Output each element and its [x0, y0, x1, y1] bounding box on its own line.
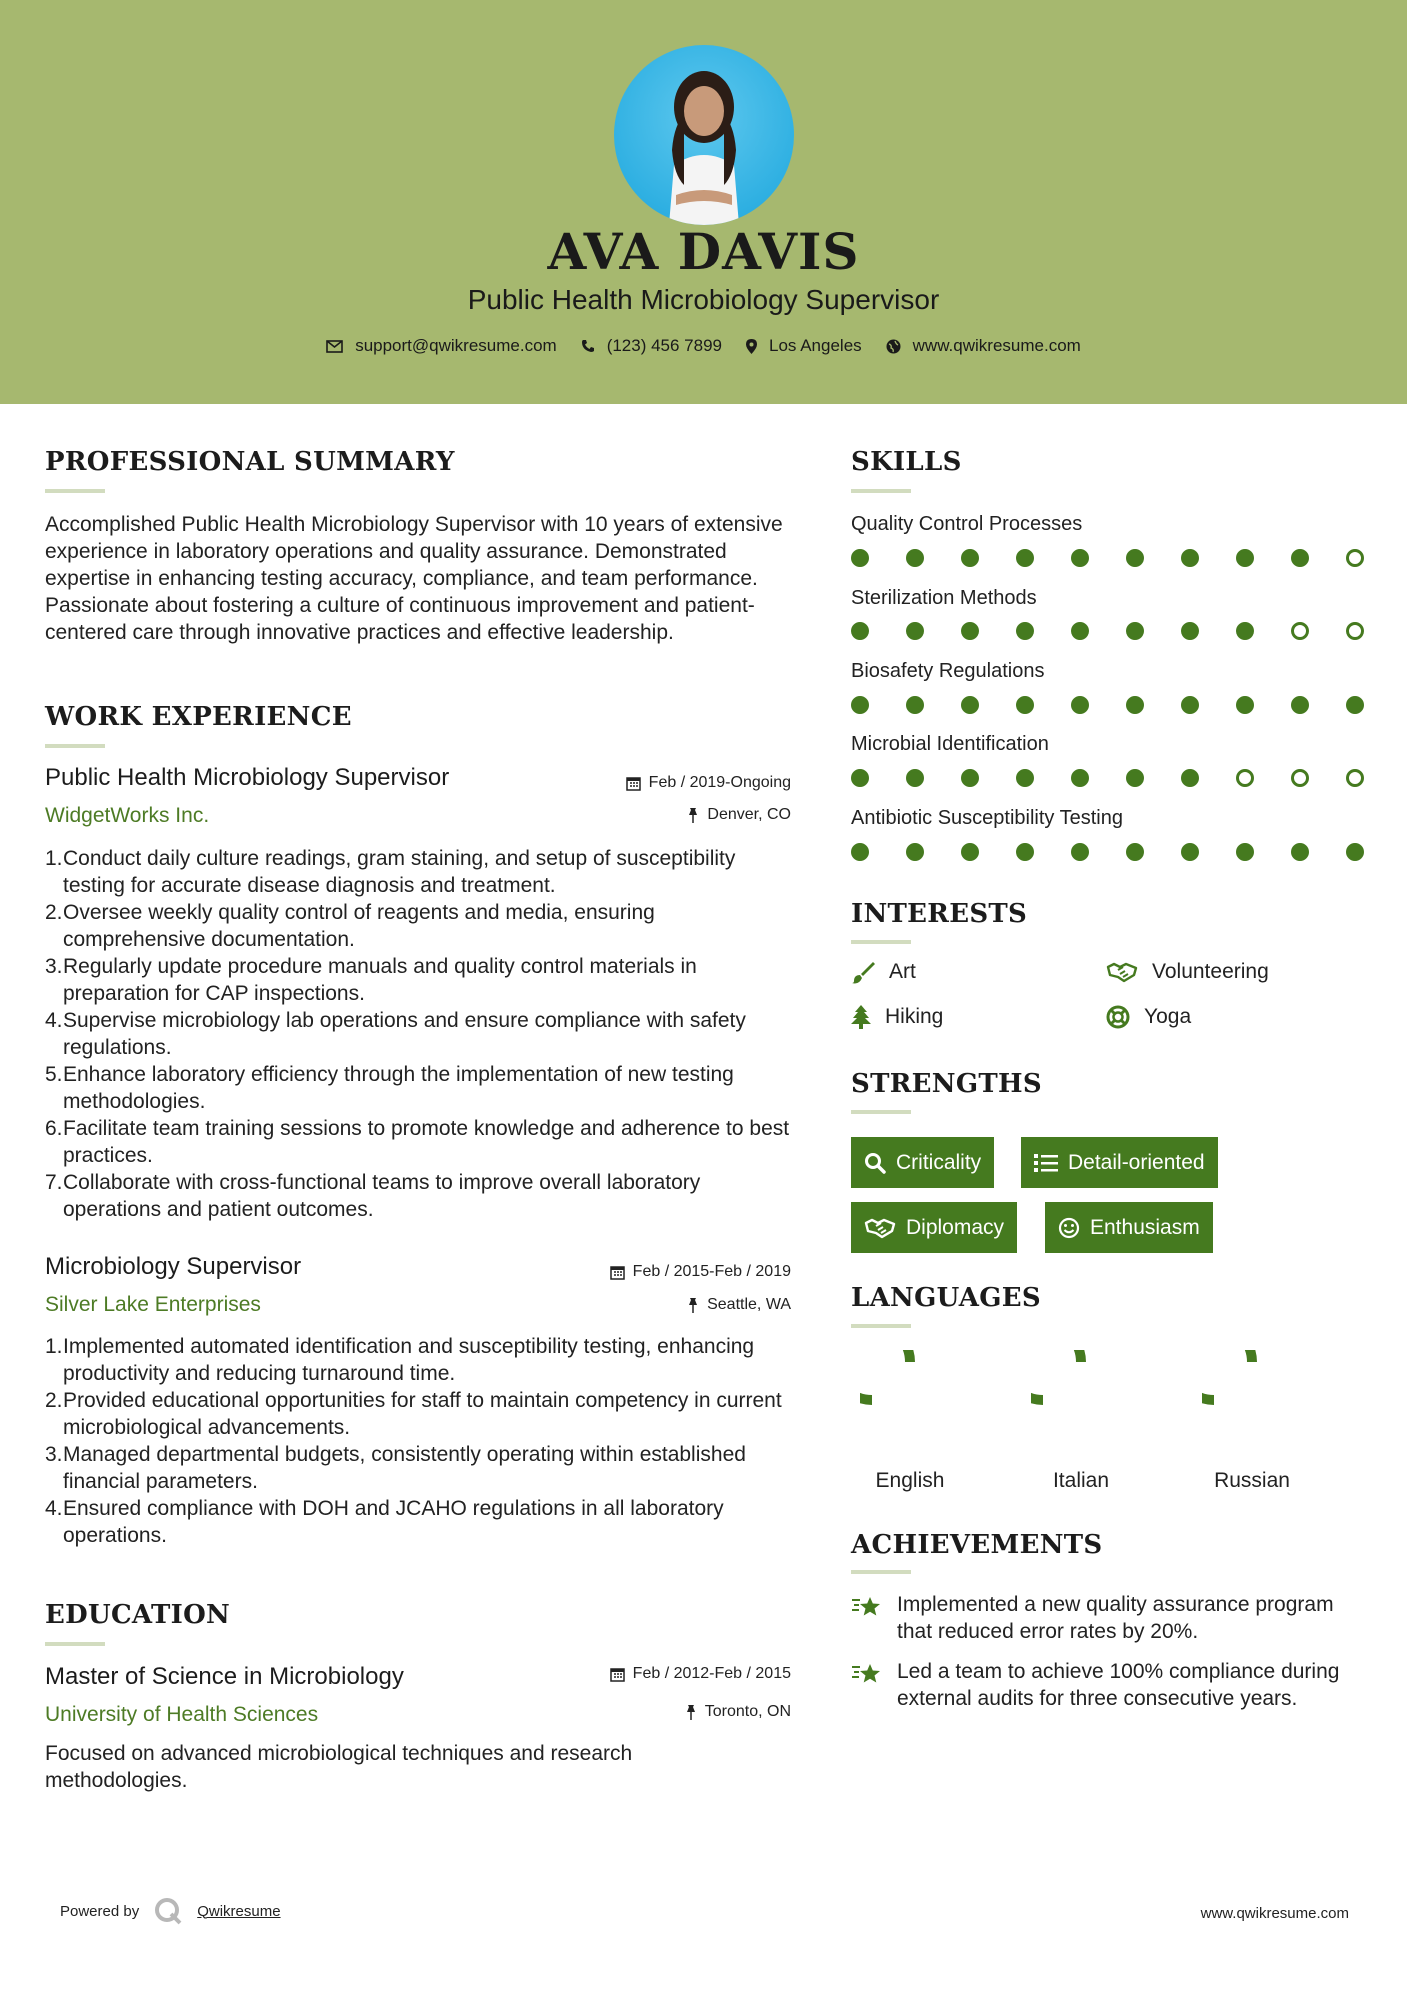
location-text: Los Angeles [769, 336, 862, 355]
envelope-icon [326, 340, 343, 353]
job-2-dates-text: Feb / 2015-Feb / 2019 [632, 1263, 791, 1280]
experience-heading: WORK EXPERIENCE [45, 702, 352, 732]
language-proficiency-ring [1031, 1350, 1131, 1450]
contact-location [746, 336, 862, 356]
duty-text: Ensured compliance with DOH and JCAHO regulations in all laboratory operations. [63, 1497, 724, 1547]
skill-dot-filled [1126, 549, 1144, 567]
job-1-dates [626, 774, 791, 792]
list-item: 1. Implemented automated identification and susceptibility testing, enhancing productivity and reducing turnaround time. [45, 1333, 795, 1387]
skill-name: Biosafety Regulations [851, 660, 1045, 682]
achievement-item [851, 1591, 1371, 1645]
search-icon [864, 1152, 886, 1174]
skill-dot-filled [1016, 622, 1034, 640]
achievement-item [851, 1658, 1371, 1712]
experience-rule [45, 744, 105, 748]
pushpin-icon [685, 1705, 697, 1720]
list-item: 3. Regularly update procedure manuals and quality control materials in preparation for CAP inspections. [45, 953, 795, 1007]
skill-dot-filled [1236, 843, 1254, 861]
skill-dot-filled [1071, 769, 1089, 787]
skill-dot-filled [1291, 549, 1309, 567]
strengths-heading: STRENGTHS [851, 1069, 1042, 1099]
skill-rating [851, 622, 1363, 642]
interests-heading: INTERESTS [851, 899, 1028, 929]
skill-dot-filled [1016, 843, 1034, 861]
duty-text: Collaborate with cross-functional teams to improve overall laboratory operations and patient outcomes. [63, 1171, 701, 1221]
skill-dot-filled [1126, 622, 1144, 640]
footer-powered-by [60, 1896, 281, 1926]
paintbrush-icon [851, 960, 875, 984]
interest-item [1106, 960, 1269, 984]
shooting-star-icon [851, 1661, 883, 1687]
duty-text: Conduct daily culture readings, gram staining, and setup of susceptibility testing for accurate disease diagnosis and treatment. [63, 847, 736, 897]
skill-dot-filled [1291, 696, 1309, 714]
strength-chip [851, 1202, 1017, 1253]
job-1-location [687, 806, 791, 824]
list-item: 7. Collaborate with cross-functional teams to improve overall laboratory operations and patient outcomes. [45, 1169, 795, 1223]
skill-dot-empty [1346, 769, 1364, 787]
language-item [1197, 1350, 1307, 1493]
tree-icon [851, 1005, 871, 1029]
qwikresume-link[interactable]: Qwikresume [197, 1902, 281, 1920]
education-dates [610, 1665, 791, 1683]
interests-rule [851, 940, 911, 944]
skill-dot-empty [1291, 622, 1309, 640]
job-1-location-text: Denver, CO [707, 806, 791, 823]
language-label: Italian [1052, 1469, 1110, 1492]
skill-dot-filled [851, 549, 869, 567]
interest-label: Hiking [885, 1005, 944, 1028]
skill-dot-filled [1291, 843, 1309, 861]
strength-chip [851, 1137, 994, 1188]
list-item: 2. Oversee weekly quality control of reagents and media, ensuring comprehensive documentation. [45, 899, 795, 953]
proficiency-arc [1031, 1350, 1081, 1400]
skill-rating [851, 843, 1363, 863]
calendar-icon [610, 1265, 625, 1280]
education-location [685, 1703, 791, 1721]
skill-dot-filled [1126, 843, 1144, 861]
skill-dot-filled [906, 696, 924, 714]
skill-dot-filled [1181, 622, 1199, 640]
skill-dot-filled [961, 622, 979, 640]
handshake-icon [1106, 961, 1138, 983]
job-1-company: WidgetWorks Inc. [45, 804, 210, 827]
languages-heading: LANGUAGES [851, 1283, 1041, 1313]
skill-name: Sterilization Methods [851, 587, 1037, 609]
skill-dot-filled [1071, 843, 1089, 861]
skill-dot-filled [906, 843, 924, 861]
skill-dot-filled [1181, 549, 1199, 567]
skill-dot-filled [1236, 696, 1254, 714]
job-2-location [687, 1296, 791, 1314]
job-2-company: Silver Lake Enterprises [45, 1293, 261, 1316]
skill-rating [851, 769, 1363, 789]
skill-dot-filled [1126, 769, 1144, 787]
contact-website[interactable] [886, 336, 1081, 356]
strength-chip [1045, 1202, 1213, 1253]
job-1-duties [45, 845, 795, 1223]
list-item: 1. Conduct daily culture readings, gram staining, and setup of susceptibility testing for accurate disease diagnosis and treatment. [45, 845, 795, 899]
interest-item [1106, 1005, 1191, 1029]
smile-icon [1058, 1217, 1080, 1239]
globe-icon [886, 339, 901, 354]
pushpin-icon [687, 1298, 699, 1313]
language-item [855, 1350, 965, 1493]
achievement-text: Implemented a new quality assurance program that reduced error rates by 20%. [897, 1593, 1334, 1643]
shooting-star-icon [851, 1594, 883, 1620]
duty-text: Provided educational opportunities for staff to maintain competency in current microbiological advancements. [63, 1389, 782, 1439]
interest-item [851, 1005, 943, 1029]
education-heading: EDUCATION [45, 1600, 231, 1630]
phone-text: (123) 456 7899 [606, 336, 723, 355]
list-item: 6. Facilitate team training sessions to promote knowledge and adherence to best practices. [45, 1115, 795, 1169]
strengths-rule [851, 1110, 911, 1114]
skill-dot-filled [1236, 549, 1254, 567]
list-icon [1034, 1153, 1058, 1173]
skill-dot-filled [1346, 843, 1364, 861]
interest-label: Art [889, 960, 916, 983]
proficiency-arc [860, 1350, 910, 1400]
interest-label: Yoga [1144, 1005, 1192, 1028]
education-location-text: Toronto, ON [704, 1703, 791, 1720]
email-text: support@qwikresume.com [355, 336, 557, 355]
job-1-dates-text: Feb / 2019-Ongoing [648, 774, 791, 791]
skill-dot-filled [1016, 769, 1034, 787]
duty-text: Facilitate team training sessions to promote knowledge and adherence to best practices. [63, 1117, 790, 1167]
language-label: Russian [1214, 1469, 1290, 1492]
language-item [1026, 1350, 1136, 1493]
job-2-duties [45, 1333, 795, 1549]
achievements-rule [851, 1570, 911, 1574]
skill-dot-filled [851, 622, 869, 640]
skill-rating [851, 549, 1363, 569]
footer-website[interactable]: www.qwikresume.com [1200, 1905, 1349, 1922]
skill-dot-filled [906, 622, 924, 640]
skill-dot-filled [1346, 696, 1364, 714]
lifebuoy-icon [1106, 1005, 1130, 1029]
language-proficiency-ring [1202, 1350, 1302, 1450]
list-item: 4. Supervise microbiology lab operations and ensure compliance with safety regulations. [45, 1007, 795, 1061]
list-item: 4. Ensured compliance with DOH and JCAHO regulations in all laboratory operations. [45, 1495, 795, 1549]
contact-bar [0, 336, 1407, 356]
job-2-dates [610, 1263, 791, 1281]
interest-item [851, 960, 916, 984]
education-degree: Master of Science in Microbiology [45, 1663, 404, 1690]
handshake-icon [864, 1217, 896, 1239]
skill-dot-filled [1071, 622, 1089, 640]
skill-dot-filled [1181, 843, 1199, 861]
calendar-icon [610, 1667, 625, 1682]
list-item: 5. Enhance laboratory efficiency through the implementation of new testing methodologies. [45, 1061, 795, 1115]
phone-icon [581, 339, 595, 353]
skill-dot-empty [1236, 769, 1254, 787]
skill-dot-filled [1126, 696, 1144, 714]
language-proficiency-ring [860, 1350, 960, 1450]
skill-dot-empty [1346, 622, 1364, 640]
skill-dot-empty [1346, 549, 1364, 567]
pushpin-icon [687, 808, 699, 823]
contact-phone[interactable] [581, 336, 722, 356]
profile-photo [614, 45, 794, 225]
education-school: University of Health Sciences [45, 1703, 319, 1726]
skill-dot-filled [1016, 549, 1034, 567]
duty-text: Implemented automated identification and susceptibility testing, enhancing productivity and reducing turnaround time. [63, 1335, 755, 1385]
skill-dot-empty [1291, 769, 1309, 787]
strength-label: Diplomacy [906, 1215, 1005, 1239]
candidate-title: Public Health Microbiology Supervisor [467, 284, 940, 315]
skill-dot-filled [1071, 696, 1089, 714]
duty-text: Oversee weekly quality control of reagents and media, ensuring comprehensive documentation. [63, 901, 655, 951]
skill-dot-filled [961, 843, 979, 861]
duty-text: Supervise microbiology lab operations and ensure compliance with safety regulations. [63, 1009, 746, 1059]
education-description: Focused on advanced microbiological techniques and research methodologies. [45, 1742, 633, 1792]
languages-rule [851, 1324, 911, 1328]
skill-name: Microbial Identification [851, 733, 1049, 755]
interest-label: Volunteering [1152, 960, 1269, 983]
skills-rule [851, 489, 911, 493]
achievement-text: Led a team to achieve 100% compliance during external audits for three consecutive years. [897, 1660, 1340, 1710]
skill-name: Antibiotic Susceptibility Testing [851, 807, 1123, 829]
job-1-title: Public Health Microbiology Supervisor [45, 764, 450, 791]
list-item: 3. Managed departmental budgets, consistently operating within established financial parameters. [45, 1441, 795, 1495]
duty-text: Regularly update procedure manuals and quality control materials in preparation for CAP inspections. [63, 955, 697, 1005]
language-label: English [875, 1469, 945, 1492]
skill-dot-filled [1016, 696, 1034, 714]
job-2-location-text: Seattle, WA [707, 1296, 791, 1313]
education-dates-text: Feb / 2012-Feb / 2015 [632, 1665, 791, 1682]
powered-by-text: Powered by [60, 1902, 140, 1920]
skill-dot-filled [961, 549, 979, 567]
list-item: 2. Provided educational opportunities for staff to maintain competency in current microbiological advancements. [45, 1387, 795, 1441]
summary-text: Accomplished Public Health Microbiology Supervisor with 10 years of extensive experience in laboratory operations and quality assurance. Demonstrated expertise in enhancing testing accuracy, compliance, and team performance. Passionate about fostering a culture of continuous improvement and patient-centered care through innovative practices and effective leadership. [45, 513, 783, 644]
website-text: www.qwikresume.com [912, 336, 1081, 355]
skill-dot-filled [1071, 549, 1089, 567]
skill-dot-filled [851, 696, 869, 714]
calendar-icon [626, 776, 641, 791]
strength-label: Detail-oriented [1068, 1150, 1205, 1174]
skill-dot-filled [1236, 622, 1254, 640]
skill-dot-filled [851, 843, 869, 861]
duty-text: Enhance laboratory efficiency through the implementation of new testing methodologies. [63, 1063, 734, 1113]
strength-label: Criticality [896, 1150, 982, 1174]
duty-text: Managed departmental budgets, consistently operating within established financial parameters. [63, 1443, 746, 1493]
proficiency-arc [1202, 1350, 1252, 1400]
strength-chip [1021, 1137, 1218, 1188]
qwikresume-logo-icon [153, 1896, 183, 1926]
skill-dot-filled [1181, 769, 1199, 787]
strength-label: Enthusiasm [1090, 1215, 1200, 1239]
summary-rule [45, 489, 105, 493]
skill-dot-filled [961, 769, 979, 787]
skill-dot-filled [961, 696, 979, 714]
summary-heading: PROFESSIONAL SUMMARY [45, 447, 455, 477]
education-rule [45, 1642, 105, 1646]
skills-heading: SKILLS [851, 447, 962, 477]
candidate-name: AVA DAVIS [547, 222, 860, 281]
achievements-heading: ACHIEVEMENTS [851, 1530, 1103, 1560]
skill-dot-filled [906, 769, 924, 787]
map-pin-icon [746, 339, 757, 354]
job-2-title: Microbiology Supervisor [45, 1253, 302, 1280]
skill-name: Quality Control Processes [851, 513, 1083, 535]
skill-dot-filled [1181, 696, 1199, 714]
skill-dot-filled [851, 769, 869, 787]
skill-rating [851, 696, 1363, 716]
contact-email[interactable] [326, 336, 557, 356]
skill-dot-filled [906, 549, 924, 567]
